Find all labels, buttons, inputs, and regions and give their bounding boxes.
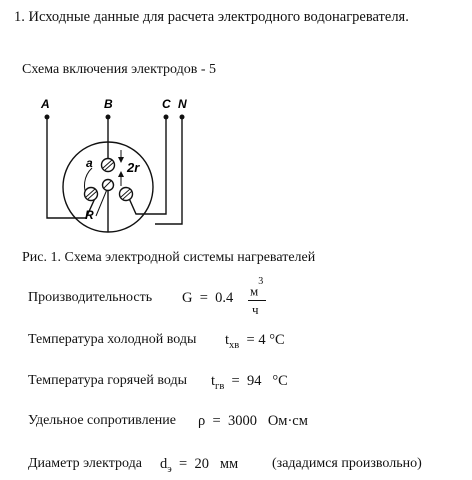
terminal-c-label: C <box>162 97 171 111</box>
productivity-row <box>28 290 152 306</box>
cold-temp-label: Температура холодной воды <box>28 332 197 347</box>
figure-caption: Рис. 1. Схема электродной системы нагревателей <box>22 250 316 265</box>
resistivity-label: Удельное сопротивление <box>28 413 176 428</box>
resistivity-formula: ρ = 3000 Ом·см <box>198 413 308 429</box>
electrode-c <box>120 188 133 201</box>
electrode-a <box>85 188 98 201</box>
terminal-a-label: A <box>41 97 50 111</box>
productivity-unit-num: $м^3$ <box>250 276 264 299</box>
hot-temp-formula: $t_{гв} = 94$ °C <box>211 373 288 392</box>
diameter-note: (зададимся произвольно) <box>272 456 422 471</box>
scheme-label: Схема включения электродов - 5 <box>22 62 217 77</box>
diameter-formula: $d_э = 20$ мм <box>160 456 239 475</box>
diameter-label: Диаметр электрода <box>28 456 142 471</box>
wire-n <box>155 117 182 224</box>
productivity-formula: G = 0.4 <box>182 290 234 306</box>
terminal-n-label: N <box>178 97 187 111</box>
terminal-b-label: B <box>104 97 113 111</box>
productivity-fraction-bar <box>248 300 266 301</box>
section-title: 1. Исходные данные для расчета электродного водонагревателя. <box>14 9 409 25</box>
productivity-label: Производительность <box>28 290 153 305</box>
label-a: a <box>86 156 93 170</box>
electrode-b <box>102 159 115 172</box>
cold-temp-formula: $t_{хв} = 4$ °C <box>225 332 285 351</box>
electrode-center <box>103 180 114 191</box>
label-2r: 2r <box>127 160 140 175</box>
hot-temp-label: Температура горячей воды <box>28 373 188 388</box>
productivity-unit-den: ч <box>252 302 259 317</box>
label-R: R <box>85 208 94 222</box>
